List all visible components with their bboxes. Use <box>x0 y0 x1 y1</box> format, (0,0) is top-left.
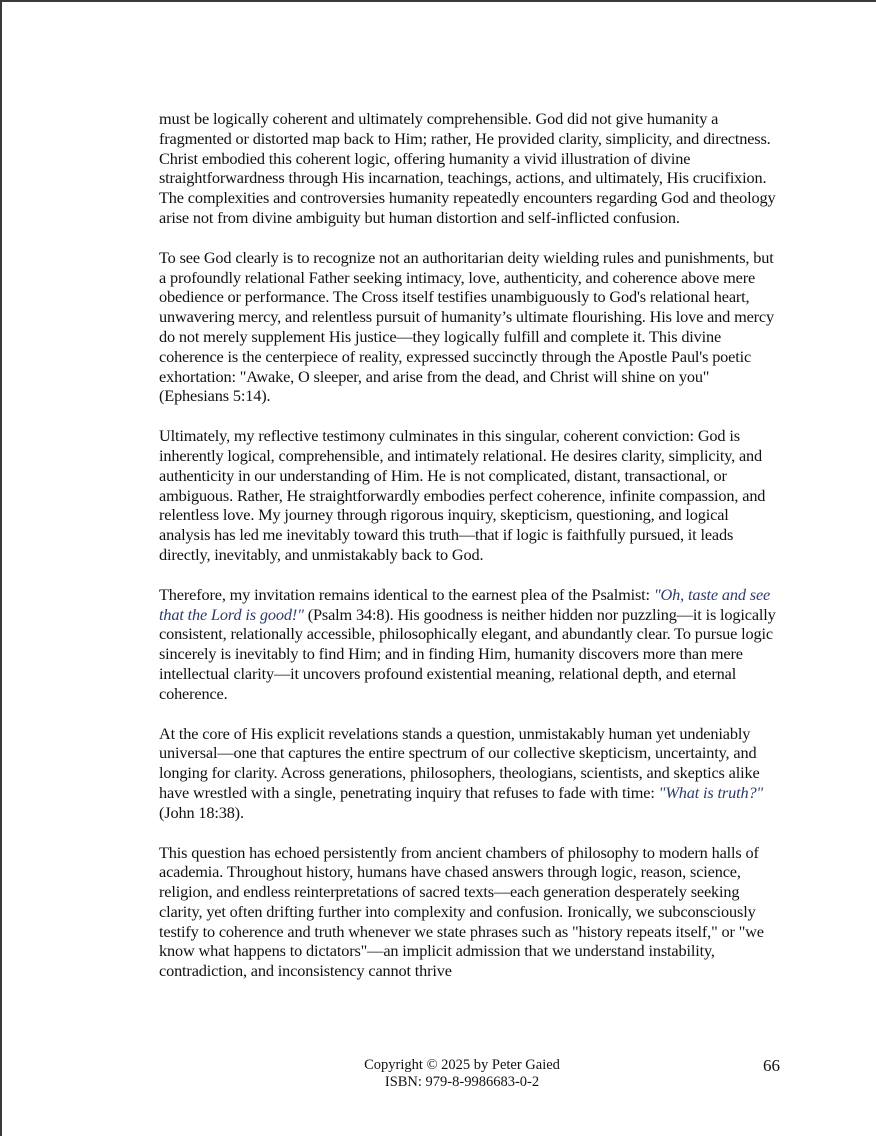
john-quote: "What is truth?" <box>658 782 764 802</box>
isbn-line: ISBN: 979-8-9986683-0-2 <box>384 1074 540 1090</box>
paragraph-2-text: To see God clearly is to recognize not an authoritarian deity wielding rules and punishments, but a profoundly relational Father seeking intimacy, love, authenticity, and coherence above mere obedience or performance. The Cross itself testifies unambiguously to God's relational heart, unwavering mercy, and relentless pursuit of humanity’s ultimate flourishing. His love and mercy do not merely supplement His justice—they logically fulfill and complete it. This divine coherence is the centerpiece of reality, expressed succinctly through the Apostle Paul's poetic exhortation: "Awake, O sleeper, and arise from the dead, and Christ will shine on you" (Ephesians 5:14). <box>159 247 774 406</box>
page-body-text <box>159 109 783 1001</box>
paragraph-1-text: must be logically coherent and ultimately comprehensible. God did not give humanity a fragmented or distorted map back to Him; rather, He provided clarity, simplicity, and directness. Christ embodied this coherent logic, offering humanity a vivid illustration of divine straightforwardness through His incarnation, teachings, actions, and ultimately, His crucifixion. The complexities and controversies humanity repeatedly encounters regarding God and theology arise not from divine ambiguity but human distortion and self-inflicted confusion. <box>159 109 776 227</box>
paragraph-5-text-start: At the core of His explicit revelations stands a question, unmistakably human yet undeniably universal—one that captures the entire spectrum of our collective skepticism, uncertainty, and longing for clarity. Across generations, philosophers, theologians, scientists, and skeptics alike have wrestled with a single, penetrating inquiry that refuses to fade with time: <box>159 723 760 802</box>
paragraph-2 <box>159 248 783 406</box>
psalm-quote: "Oh, taste and see that the Lord is good!" <box>159 584 771 624</box>
paragraph-6 <box>159 843 783 982</box>
paragraph-5-text-end: (John 18:38). <box>159 802 244 822</box>
paragraph-1 <box>159 109 783 228</box>
paragraph-4-text-end: (Psalm 34:8). His goodness is neither hidden nor puzzling—it is logically consistent, relationally accessible, philosophically elegant, and abundantly clear. To pursue logic sincerely is inevitably to find Him; and in finding Him, humanity discovers more than mere intellectual clarity—it uncovers profound existential meaning, relational depth, and eternal coherence. <box>159 604 776 703</box>
paragraph-6-text: This question has echoed persistently from ancient chambers of philosophy to modern halls of academia. Throughout history, humans have chased answers through logic, reason, science, religion, and endless reinterpretations of sacred texts—each generation desperately seeking clarity, yet often drifting further into complexity and confusion. Ironically, we subconsciously testify to coherence and truth whenever we state phrases such as "history repeats itself," or "we know what happens to dictators"—an implicit admission that we understand instability, contradiction, and inconsistency cannot thrive <box>159 842 764 981</box>
paragraph-5 <box>159 724 783 823</box>
paragraph-4-text-start: Therefore, my invitation remains identical to the earnest plea of the Psalmist: <box>159 584 654 604</box>
paragraph-4 <box>159 585 783 704</box>
paragraph-3-text: Ultimately, my reflective testimony culminates in this singular, coherent conviction: God is inherently logical, comprehensible, and intimately relational. He desires clarity, simplicity, and authenticity in our understanding of Him. He is not complicated, distant, transactional, or ambiguous. Rather, He straightforwardly embodies perfect coherence, infinite compassion, and relentless love. My journey through rigorous inquiry, skepticism, questioning, and logical analysis has led me inevitably toward this truth—that if logic is faithfully pursued, it leads directly, inevitably, and unmistakably back to God. <box>159 426 766 564</box>
paragraph-3 <box>159 426 783 565</box>
page-number: 66 <box>763 1056 780 1075</box>
page-footer <box>302 1057 622 1091</box>
copyright-line: Copyright © 2025 by Peter Gaied <box>364 1057 560 1073</box>
